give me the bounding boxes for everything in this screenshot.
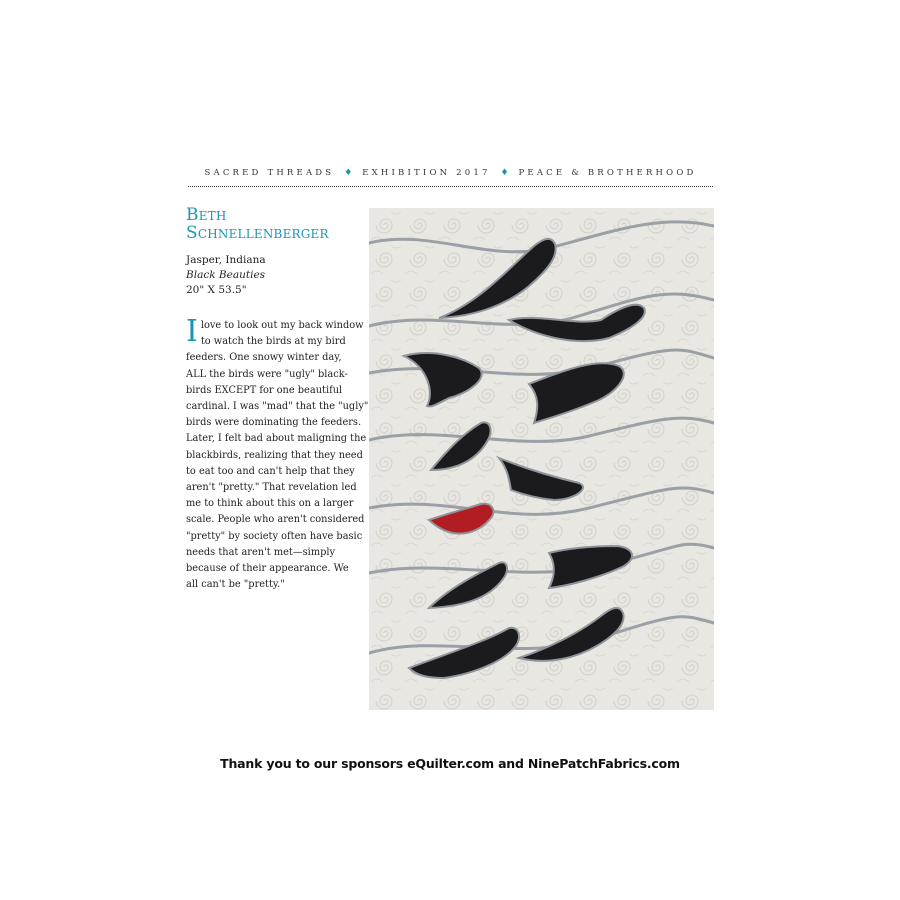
header-series: SACRED THREADS [204, 168, 335, 178]
statement-line: scale. People who aren't considered [186, 514, 365, 526]
statement-line: aren't "pretty." That revelation led [186, 482, 357, 494]
statement-line: all can't be "pretty." [186, 579, 285, 591]
artist-statement [186, 314, 369, 593]
statement-line: to eat too and can't help that they [186, 465, 355, 477]
statement-line: me to think about this on a larger [186, 498, 354, 510]
drop-cap: I [186, 314, 198, 349]
dotted-divider [188, 186, 713, 187]
statement-line: feeders. One snowy winter day, [186, 352, 342, 364]
artwork-title: Black Beauties [186, 269, 266, 281]
artwork-meta [186, 253, 361, 298]
statement-line: "pretty" by society often have basic [186, 530, 363, 542]
artist-last-name: Schnellenberger [186, 223, 329, 243]
header-exhibition: EXHIBITION 2017 [362, 168, 491, 178]
statement-line: to watch the birds at my bird [200, 336, 346, 348]
artist-first-name: Beth [186, 205, 227, 225]
artist-name [186, 206, 361, 242]
quilt-background [369, 208, 714, 710]
exhibition-header [188, 168, 713, 182]
artist-location: Jasper, Indiana [186, 254, 266, 266]
statement-line: love to look out my back window [200, 320, 364, 331]
statement-line: blackbirds, realizing that they need [186, 449, 363, 461]
statement-line: birds EXCEPT for one beautiful [186, 384, 343, 396]
statement-line: Later, I felt bad about maligning the [186, 433, 367, 445]
statement-line: because of their appearance. We [186, 563, 349, 575]
statement-line: birds were dominating the feeders. [186, 417, 362, 429]
artwork-size: 20" X 53.5" [186, 284, 247, 296]
sponsor-footer: Thank you to our sponsors eQuilter.com and NinePatchFabrics.com [220, 756, 680, 771]
diamond-icon: ♦ [344, 168, 353, 178]
statement-line: cardinal. I was "mad" that the "ugly" [186, 401, 369, 413]
diamond-icon: ♦ [500, 168, 509, 178]
header-theme: PEACE & BROTHERHOOD [518, 168, 697, 178]
quilt-artwork-image [369, 208, 714, 710]
statement-line: needs that aren't met—simply [186, 546, 336, 558]
statement-line: ALL the birds were "ugly" black- [186, 368, 348, 380]
